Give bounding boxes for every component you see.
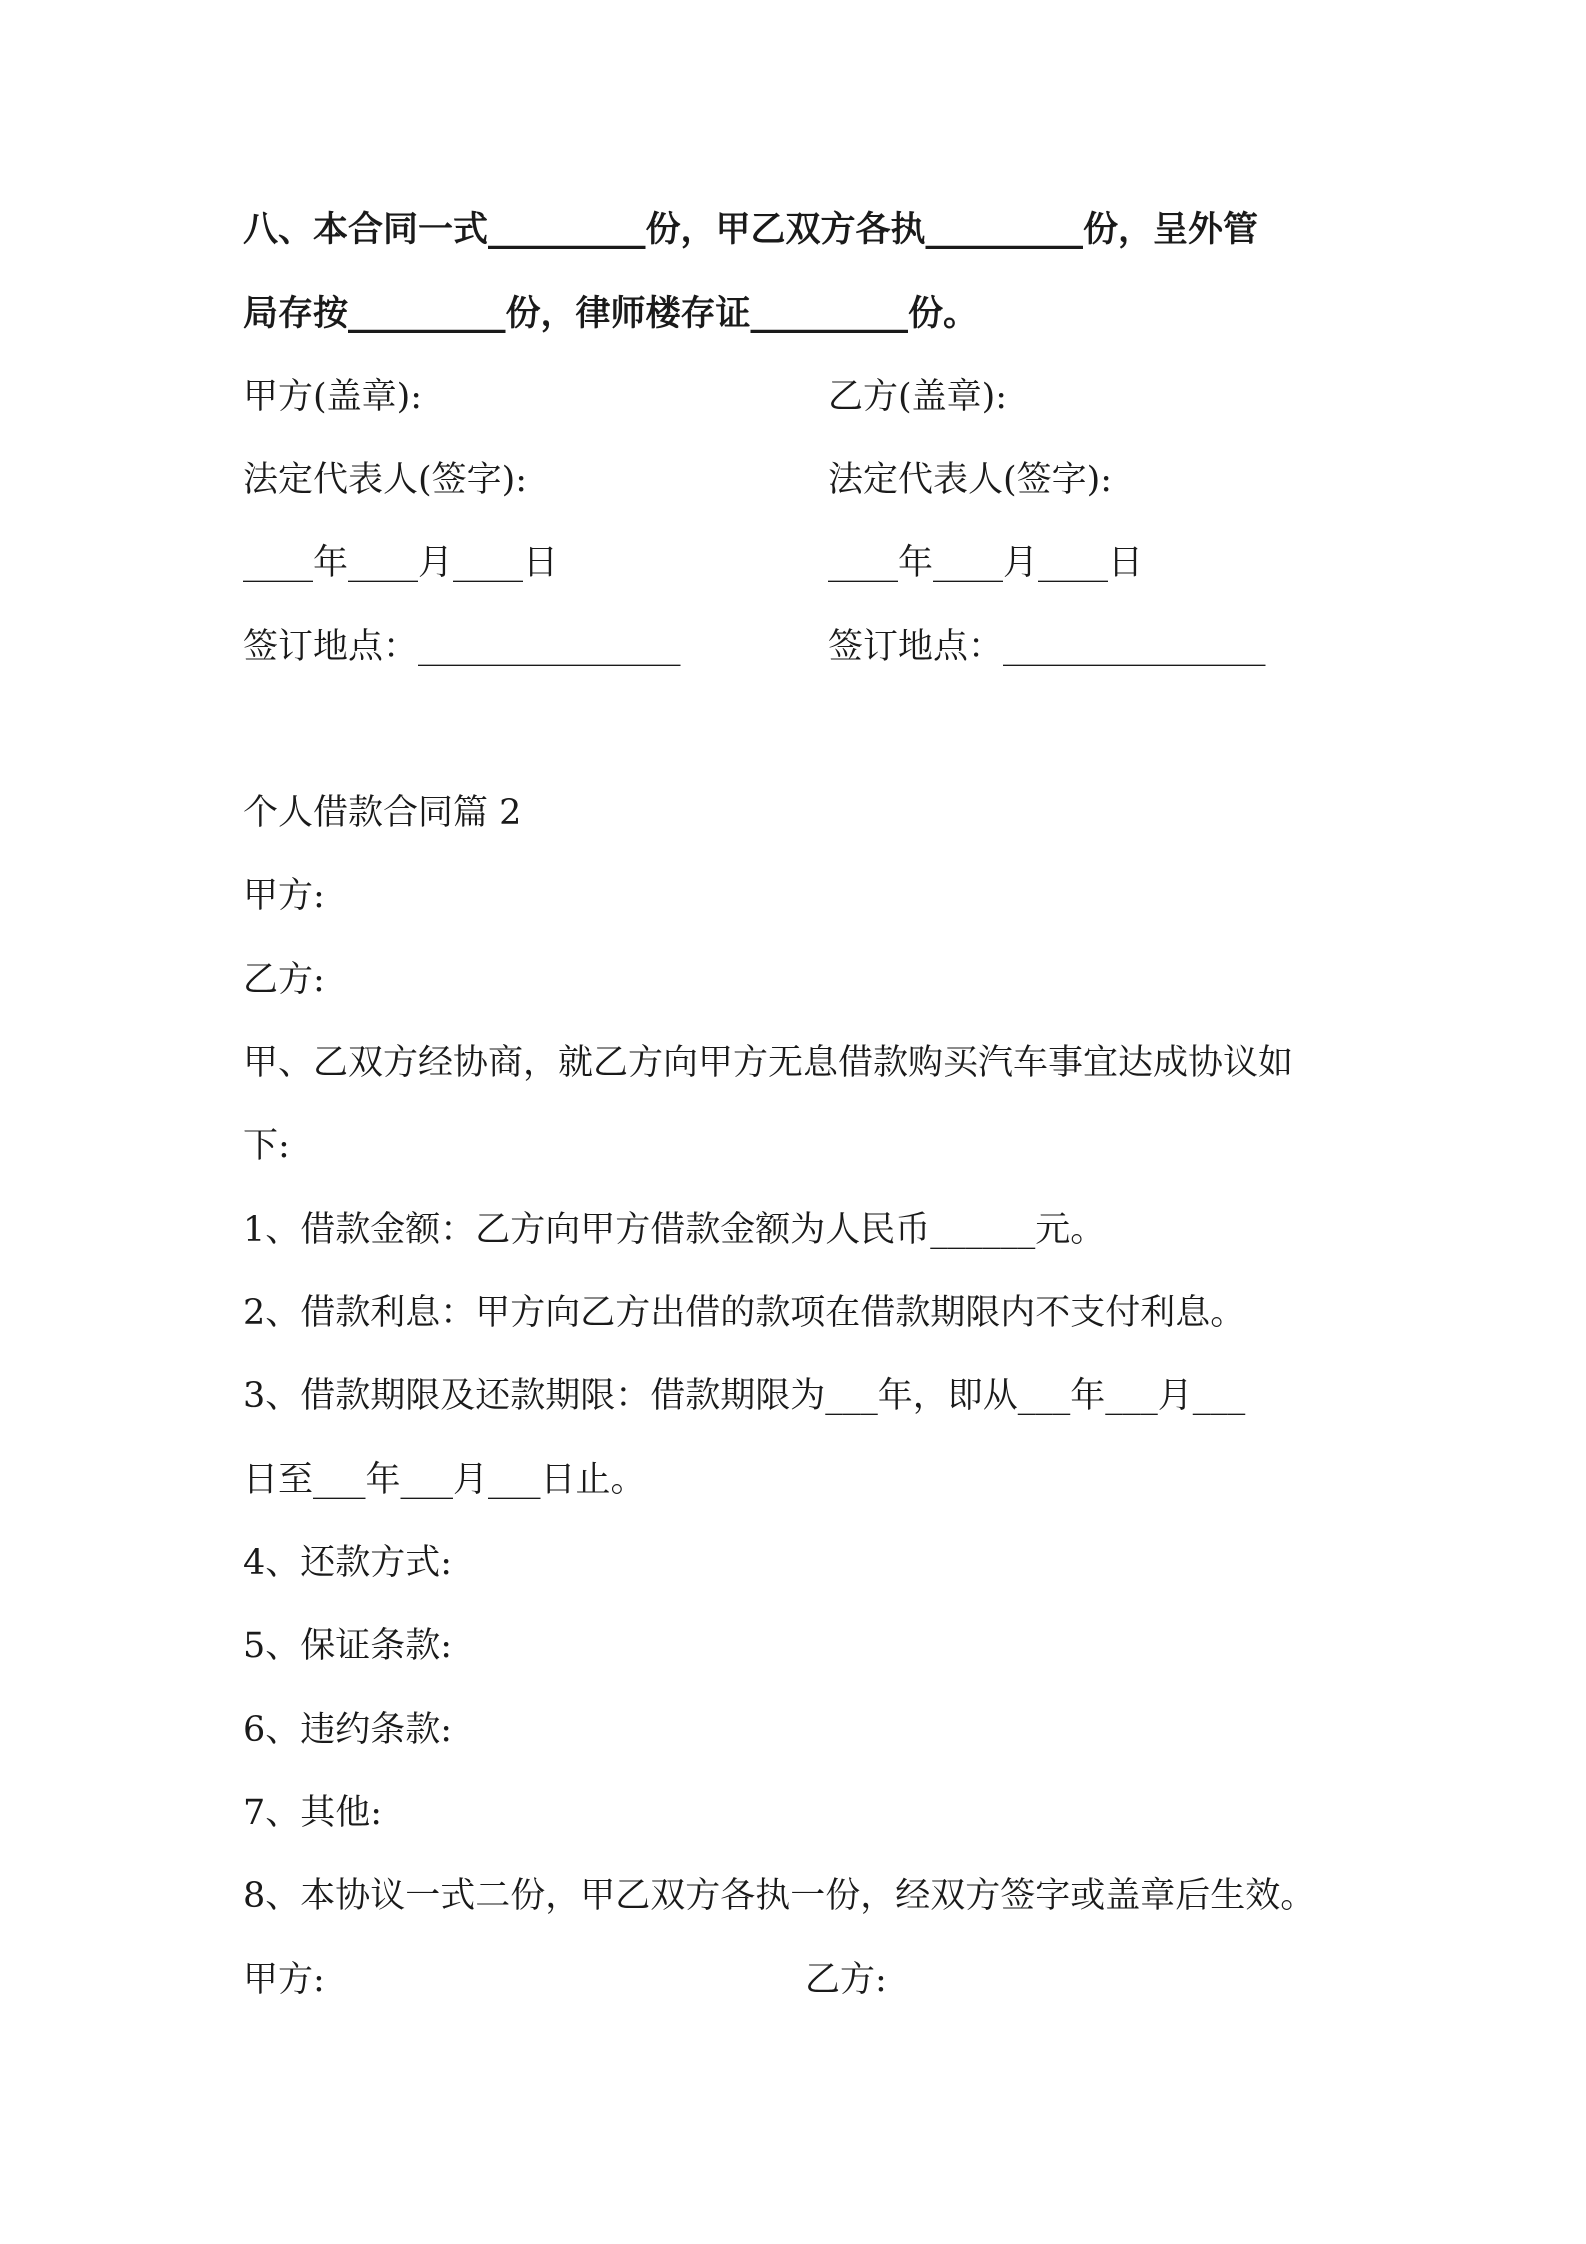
party-b-sign-place: 签订地点：_______________ xyxy=(828,627,1266,667)
party-b-date: ____年____月____日 xyxy=(828,543,1144,583)
party-a-date: ____年____月____日 xyxy=(243,543,559,583)
party-a-seal-label: 甲方(盖章): xyxy=(243,377,423,417)
clause-8-line-1: 八、本合同一式_________份，甲乙双方各执_________份，呈外管 xyxy=(243,210,1259,250)
clause-8-line-2: 局存按_________份，律师楼存证_________份。 xyxy=(243,294,979,334)
contract-2-item: 2、借款利息：甲方向乙方出借的款项在借款期限内不支付利息。 xyxy=(243,1293,1246,1333)
contract-2-item: 5、保证条款: xyxy=(243,1626,453,1666)
contract-2-item: 6、违约条款: xyxy=(243,1710,453,1750)
contract-2-item: 日至___年___月___日止。 xyxy=(243,1460,646,1500)
contract-2-sign-b: 乙方: xyxy=(805,1960,887,2000)
party-b-rep-label: 法定代表人(签字): xyxy=(828,460,1113,500)
contract-2-party-b: 乙方: xyxy=(243,960,325,1000)
contract-2-item: 4、还款方式: xyxy=(243,1543,453,1583)
party-b-seal-label: 乙方(盖章): xyxy=(828,377,1008,417)
contract-2-title: 个人借款合同篇 2 xyxy=(243,793,522,833)
contract-2-party-a: 甲方: xyxy=(243,876,325,916)
contract-2-item: 1、借款金额：乙方向甲方借款金额为人民币______元。 xyxy=(243,1210,1106,1250)
contract-2-intro-line-2: 下: xyxy=(243,1126,290,1166)
party-a-rep-label: 法定代表人(签字): xyxy=(243,460,528,500)
contract-2-intro-line-1: 甲、乙双方经协商，就乙方向甲方无息借款购买汽车事宜达成协议如 xyxy=(243,1043,1294,1083)
contract-2-item: 3、借款期限及还款期限：借款期限为___年，即从___年___月___ xyxy=(243,1376,1246,1416)
contract-2-item: 7、其他: xyxy=(243,1793,383,1833)
party-a-sign-place: 签订地点：_______________ xyxy=(243,627,681,667)
contract-2-item: 8、本协议一式二份，甲乙双方各执一份，经双方签字或盖章后生效。 xyxy=(243,1876,1316,1916)
contract-2-sign-a: 甲方: xyxy=(243,1960,325,2000)
